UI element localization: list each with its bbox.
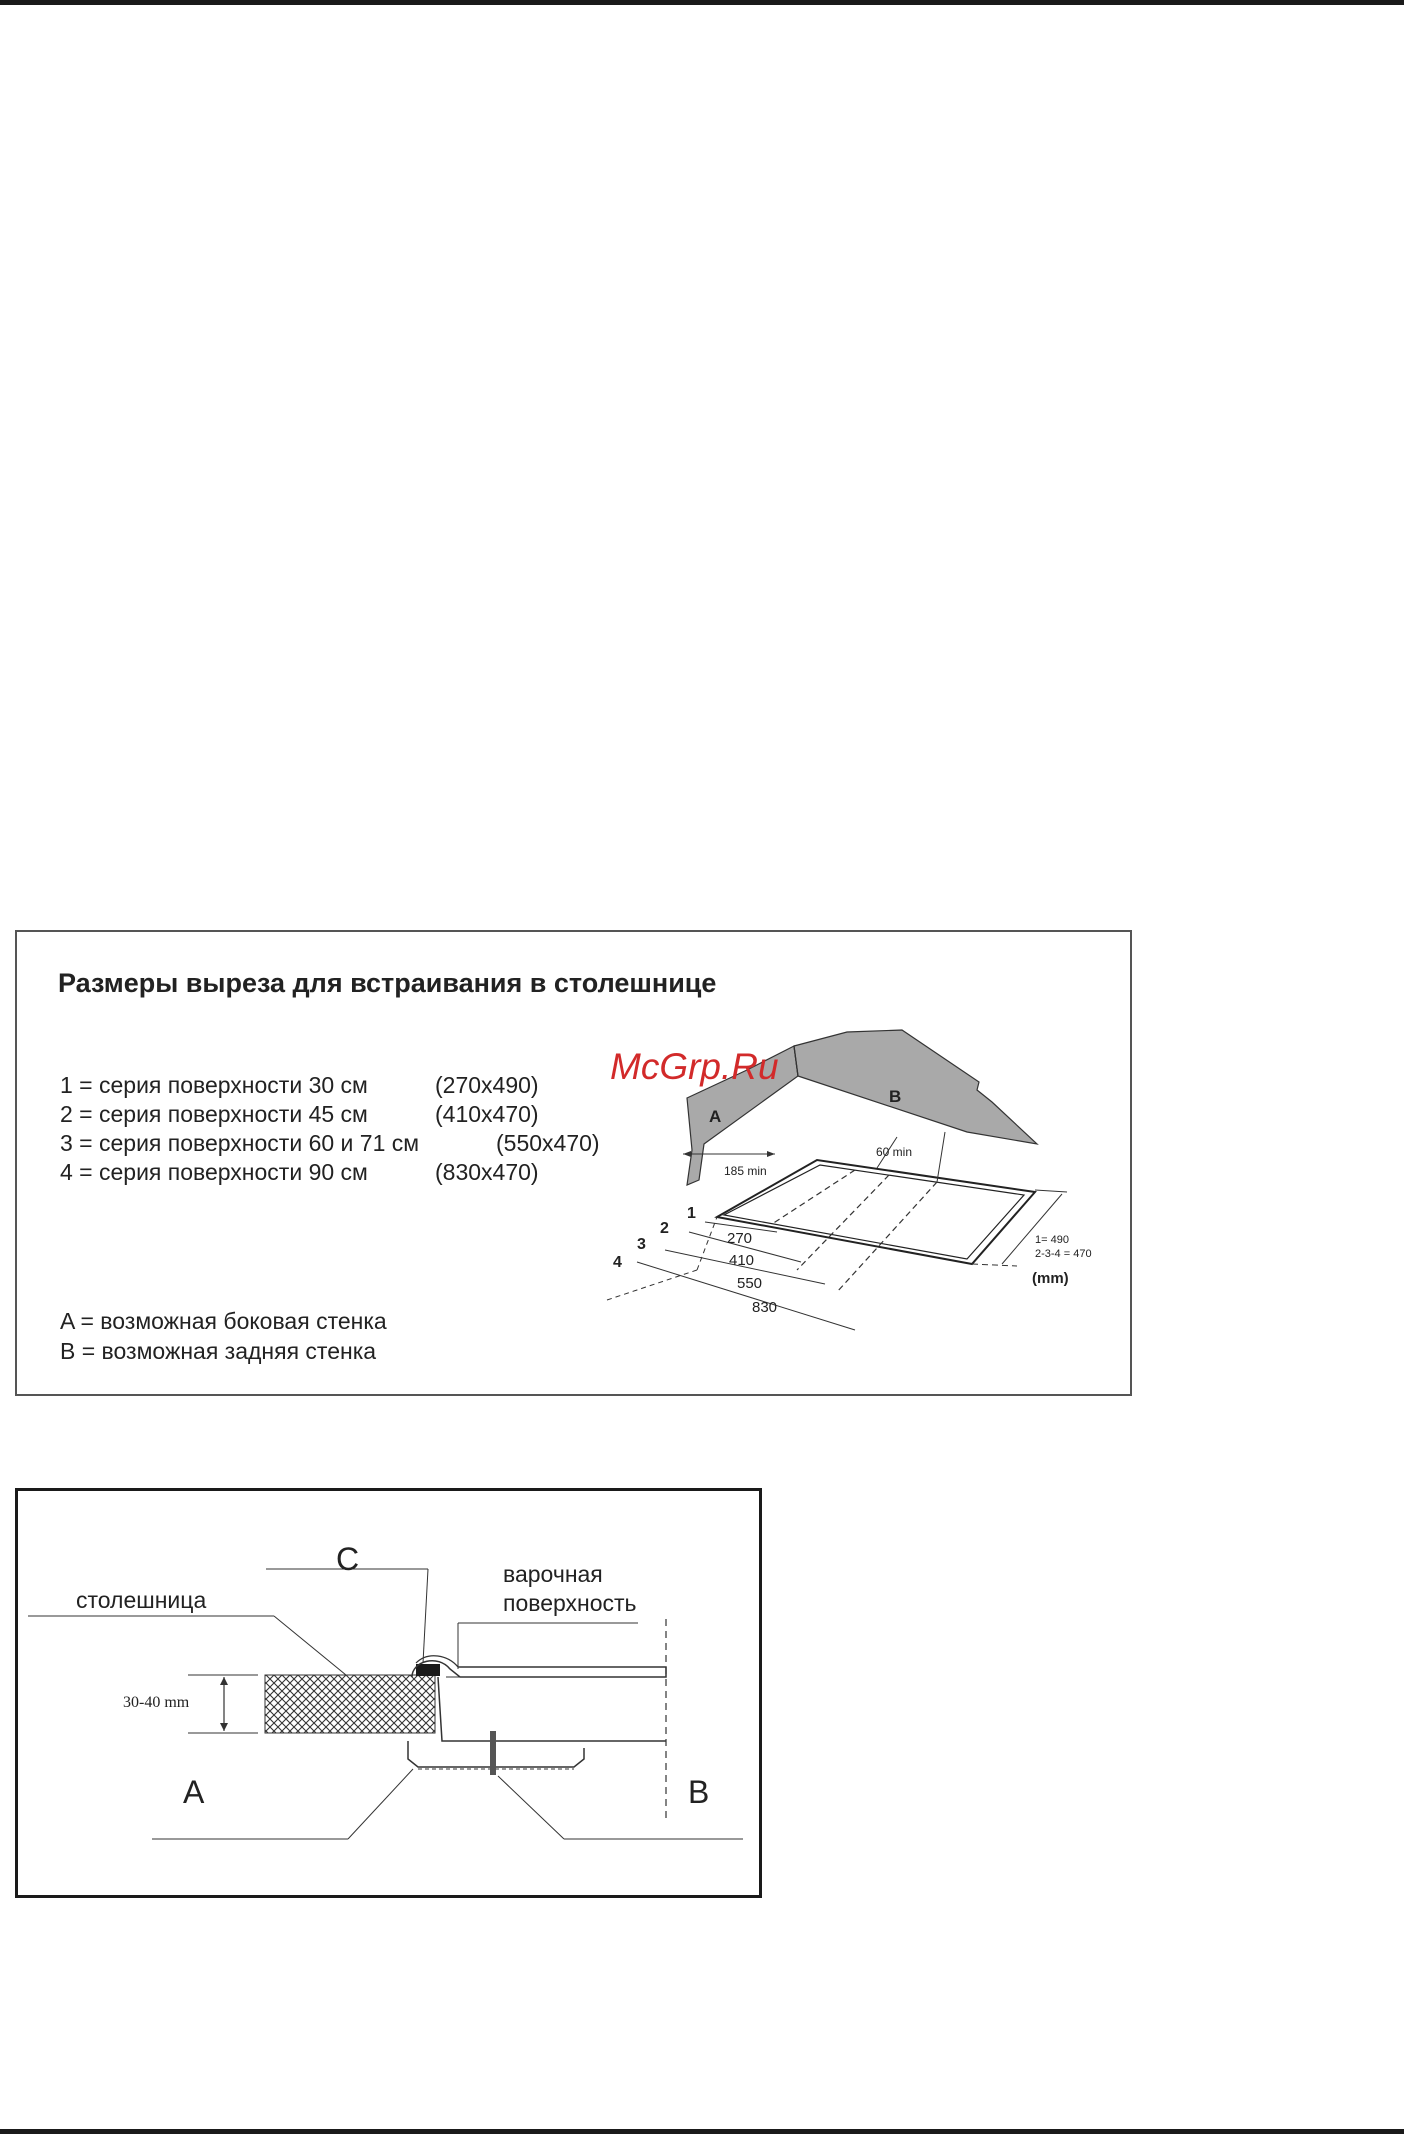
wall-b-legend: B = возможная задняя стенка: [60, 1338, 377, 1364]
depth-1-label: 1= 490: [1035, 1234, 1069, 1246]
width-410: 410: [729, 1252, 755, 1269]
worktop-label: столешница: [76, 1587, 207, 1613]
watermark: McGrp.Ru: [610, 1046, 779, 1087]
series-label: 2 = серия поверхности 45 см: [60, 1101, 368, 1127]
series-size: (410x470): [435, 1101, 539, 1127]
wall-a-legend: A = возможная боковая стенка: [60, 1308, 387, 1334]
worktop-section: [265, 1675, 435, 1733]
hob-label-line1: варочная: [503, 1561, 603, 1587]
series-label: 4 = серия поверхности 90 см: [60, 1159, 368, 1185]
series-4-marker: 4: [613, 1254, 622, 1271]
series-label: 3 = серия поверхности 60 и 71 см: [60, 1130, 420, 1156]
thickness-label: 30-40 mm: [123, 1694, 190, 1711]
installation-section-panel: [15, 1488, 762, 1898]
hob-top: [412, 1661, 666, 1677]
fixing-screw: [490, 1731, 496, 1775]
hob-label-line2: поверхность: [503, 1590, 637, 1616]
label-c: C: [336, 1541, 360, 1577]
wall-legend: [60, 1306, 387, 1366]
series-label: 1 = серия поверхности 30 см: [60, 1072, 368, 1098]
unit-label: (mm): [1032, 1270, 1069, 1287]
hob-body: [438, 1677, 666, 1741]
section-drawing: [18, 1491, 759, 1895]
label-a: A: [183, 1774, 205, 1810]
series-size: (550x470): [496, 1130, 600, 1156]
width-270: 270: [727, 1230, 753, 1247]
wall-a-label: A: [709, 1107, 722, 1126]
min-side-label: 185 min: [724, 1164, 767, 1178]
cutout-title: Размеры выреза для встраивания в столешнице: [58, 968, 717, 998]
wall-b: [794, 1030, 1037, 1144]
wall-b-label: B: [889, 1087, 902, 1106]
series-1-marker: 1: [687, 1205, 696, 1222]
min-back-label: 60 min: [876, 1145, 913, 1159]
width-550: 550: [737, 1275, 763, 1292]
series-2-marker: 2: [660, 1220, 669, 1237]
series-3-marker: 3: [637, 1236, 646, 1253]
label-b: B: [688, 1774, 710, 1810]
cutout-dimensions-panel: [15, 930, 1132, 1396]
width-830: 830: [752, 1299, 778, 1316]
top-rule: [0, 0, 1404, 5]
seal: [416, 1664, 440, 1676]
series-size: (830x470): [435, 1159, 539, 1185]
bottom-rule: [0, 2129, 1404, 2134]
depth-2-label: 2-3-4 = 470: [1035, 1248, 1092, 1260]
series-size: (270x490): [435, 1072, 539, 1098]
cutout-inner: [724, 1165, 1024, 1259]
